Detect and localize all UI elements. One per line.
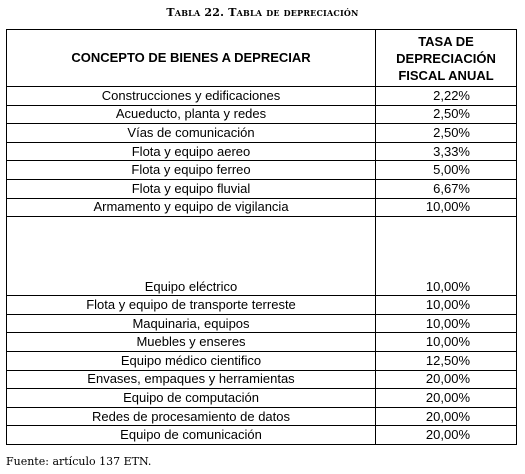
table-row bbox=[7, 217, 517, 296]
row-rate: 5,00% bbox=[376, 161, 517, 180]
row-rate: 20,00% bbox=[376, 389, 517, 408]
header-rate-line1: TASA DE bbox=[418, 33, 474, 49]
table-header-row bbox=[7, 30, 517, 87]
table-row bbox=[7, 426, 517, 445]
row-rate: 6,67% bbox=[376, 179, 517, 198]
row-concept: Equipo eléctrico bbox=[7, 217, 376, 296]
table-row bbox=[7, 333, 517, 352]
header-rate bbox=[376, 30, 517, 87]
row-rate: 10,00% bbox=[376, 314, 517, 333]
table-row bbox=[7, 161, 517, 180]
row-rate: 20,00% bbox=[376, 370, 517, 389]
row-rate: 12,50% bbox=[376, 351, 517, 370]
row-rate: 2,50% bbox=[376, 105, 517, 124]
row-rate: 2,50% bbox=[376, 124, 517, 143]
row-concept: Flota y equipo de transporte terreste bbox=[7, 296, 376, 315]
row-concept: Envases, empaques y herramientas bbox=[7, 370, 376, 389]
table-row bbox=[7, 389, 517, 408]
table-row bbox=[7, 198, 517, 217]
row-concept: Equipo de computación bbox=[7, 389, 376, 408]
table-caption bbox=[0, 6, 525, 19]
row-concept: Armamento y equipo de vigilancia bbox=[7, 198, 376, 217]
table-row bbox=[7, 407, 517, 426]
table-row bbox=[7, 351, 517, 370]
row-rate: 20,00% bbox=[376, 426, 517, 445]
row-rate: 3,33% bbox=[376, 142, 517, 161]
table-row bbox=[7, 87, 517, 106]
row-concept: Flota y equipo aereo bbox=[7, 142, 376, 161]
row-concept: Maquinaria, equipos bbox=[7, 314, 376, 333]
row-rate: 2,22% bbox=[376, 87, 517, 106]
header-rate-line3: FISCAL ANUAL bbox=[398, 67, 494, 83]
row-concept: Flota y equipo ferreo bbox=[7, 161, 376, 180]
row-concept: Equipo médico cientifico bbox=[7, 351, 376, 370]
source-note: Fuente: artículo 137 ETN. bbox=[6, 455, 152, 468]
table-row bbox=[7, 314, 517, 333]
row-concept: Vías de comunicación bbox=[7, 124, 376, 143]
row-concept: Flota y equipo fluvial bbox=[7, 179, 376, 198]
depreciation-table bbox=[6, 29, 517, 445]
row-concept: Equipo de comunicación bbox=[7, 426, 376, 445]
row-rate: 10,00% bbox=[376, 198, 517, 217]
table-caption-text: Tabla 22. Tabla de depreciación bbox=[166, 6, 359, 19]
row-rate: 10,00% bbox=[376, 296, 517, 315]
row-concept: Muebles y enseres bbox=[7, 333, 376, 352]
header-concept: CONCEPTO DE BIENES A DEPRECIAR bbox=[7, 30, 376, 87]
row-concept: Acueducto, planta y redes bbox=[7, 105, 376, 124]
row-rate: 10,00% bbox=[376, 333, 517, 352]
table-row bbox=[7, 124, 517, 143]
table-row bbox=[7, 370, 517, 389]
header-rate-line2: DEPRECIACIÓN bbox=[396, 50, 496, 66]
table-row bbox=[7, 142, 517, 161]
table-row bbox=[7, 296, 517, 315]
table-row bbox=[7, 179, 517, 198]
row-concept: Construcciones y edificaciones bbox=[7, 87, 376, 106]
row-concept: Redes de procesamiento de datos bbox=[7, 407, 376, 426]
table-row bbox=[7, 105, 517, 124]
row-rate: 10,00% bbox=[376, 217, 517, 296]
row-rate: 20,00% bbox=[376, 407, 517, 426]
